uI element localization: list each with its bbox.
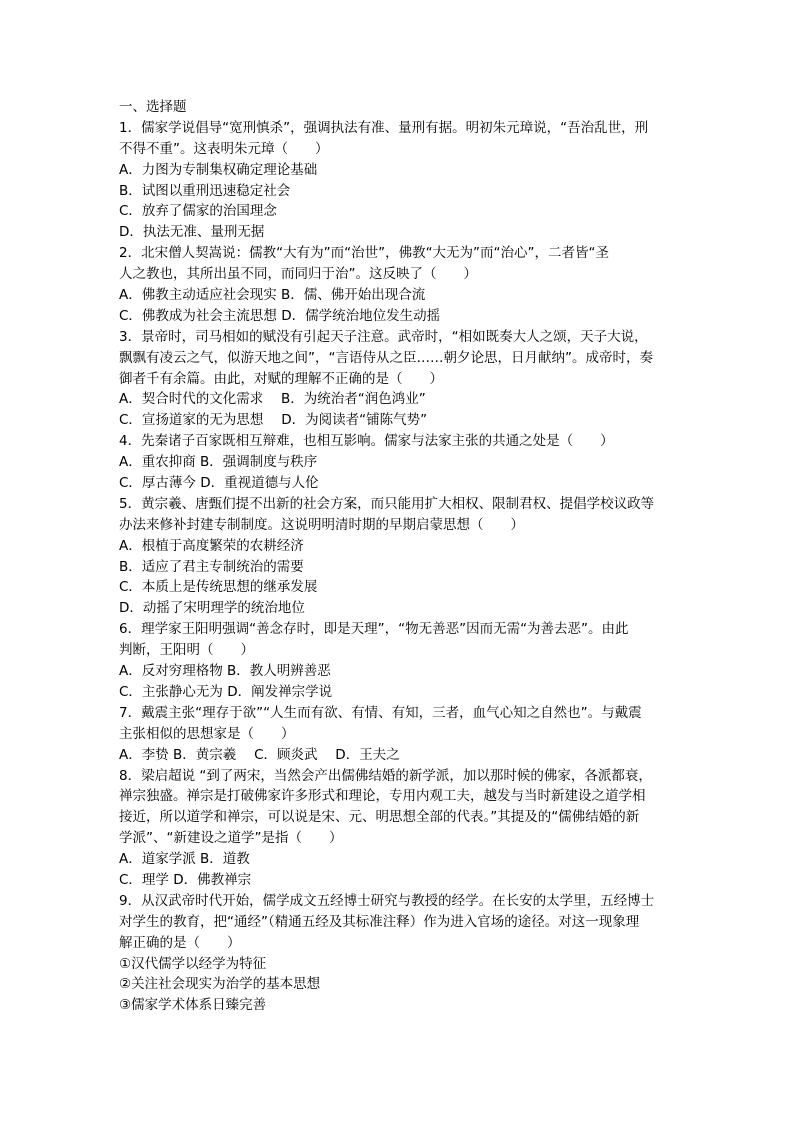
question-2 — [119, 243, 679, 327]
question-stem: 学派”、“新建设之道学”是指（ ） — [119, 830, 343, 847]
question-stem: 解正确的是（ ） — [119, 934, 241, 951]
question-7 — [119, 703, 679, 766]
question-stem: 8．梁启超说 “到了两宋，当然会产出儒佛结婚的新学派，加以那时候的佛家，各派都衰， — [119, 767, 652, 784]
question-stem: 主张相似的思想家是（ ） — [119, 725, 295, 742]
option: ①汉代儒学以经学为特征 — [119, 955, 267, 972]
question-stem: 不得不重”。这表明朱元璋（ ） — [119, 140, 329, 157]
option: C．厚古薄今 D．重视道德与人伦 — [119, 475, 319, 492]
question-stem: 御者千有余篇。由此，对赋的理解不正确的是（ ） — [119, 370, 443, 387]
option: B．适应了君主专制统治的需要 — [119, 558, 304, 575]
question-8 — [119, 766, 679, 891]
question-stem: 5．黄宗羲、唐甄们提不出新的社会方案，而只能用扩大相权、限制君权、提倡学校议政等 — [119, 495, 655, 512]
option: C．佛教成为社会主流思想 D．儒学统治地位发生动摇 — [119, 307, 441, 324]
option: A．佛教主动适应社会现实 B．儒、佛开始出现合流 — [119, 287, 426, 304]
option: D．执法无准、量刑无据 — [119, 224, 265, 241]
question-stem: 对学生的教育，把“通经”（精通五经及其标准注释）作为进入官场的途径。对这一现象理 — [119, 913, 640, 930]
question-6 — [119, 619, 679, 703]
option: ③儒家学术体系日臻完善 — [119, 997, 267, 1014]
option: A．李贽 B．黄宗羲 C．顾炎武 D．王夫之 — [119, 746, 400, 763]
option: D．动摇了宋明理学的统治地位 — [119, 600, 305, 617]
document-page — [119, 97, 679, 1016]
question-stem: 飘飘有凌云之气，似游天地之间”，“言语侍从之臣……朝夕论思，日月献纳”。成帝时，奏 — [119, 349, 653, 366]
question-stem: 接近，所以道学和禅宗，可以说是宋、元、明思想全部的代表。”其提及的“儒佛结婚的新 — [119, 809, 640, 826]
option: C．理学 D．佛教禅宗 — [119, 871, 252, 888]
question-stem: 4．先秦诸子百家既相互辩难，也相互影响。儒家与法家主张的共通之处是（ ） — [119, 433, 614, 450]
question-9 — [119, 891, 679, 1016]
option: C．主张静心无为 D．阐发禅宗学说 — [119, 683, 333, 700]
option: A．重农抑商 B．强调制度与秩序 — [119, 454, 318, 471]
option: C．放弃了儒家的治国理念 — [119, 203, 277, 220]
question-stem: 判断，王阳明（ ） — [119, 642, 254, 659]
question-stem: 办法来修补封建专制制度。这说明明清时期的早期启蒙思想（ ） — [119, 516, 524, 533]
question-stem: 人之教也，其所出虽不同，而同归于治”。这反映了（ ） — [119, 266, 477, 283]
question-1 — [119, 118, 679, 243]
option: ②关注社会现实为治学的基本思想 — [119, 976, 321, 993]
option: C．本质上是传统思想的继承发展 — [119, 579, 318, 596]
question-stem: 6．理学家王阳明强调“善念存时，即是天理”，“物无善恶”因而无需“为善去恶”。由此 — [119, 621, 629, 638]
option: C．宣扬道家的无为思想 D．为阅读者“铺陈气势” — [119, 412, 428, 429]
question-stem: 1．儒家学说倡导“宽刑慎杀”，强调执法有准、量刑有据。明初朱元璋说，“吾治乱世，刑 — [119, 119, 649, 136]
option: A．道家学派 B．道教 — [119, 851, 250, 868]
question-stem: 9．从汉武帝时代开始，儒学成文五经博士研究与教授的经学。在长安的太学里，五经博士 — [119, 892, 655, 909]
option: A．反对穷理格物 B．教人明辨善恶 — [119, 663, 331, 680]
question-stem: 禅宗独盛。禅宗是打破佛家许多形式和理论，专用内观工夫，越发与当时新建设之道学相 — [119, 788, 646, 805]
question-stem: 2．北宋僧人契嵩说：儒教“大有为”而“治世”，佛教“大无为”而“治心”，二者皆“圣 — [119, 245, 610, 262]
option: B．试图以重刑迅速稳定社会 — [119, 182, 291, 199]
question-stem: 3．景帝时，司马相如的赋没有引起天子注意。武帝时，“相如既奏大人之颂，天子大说， — [119, 328, 648, 345]
question-3 — [119, 327, 679, 431]
section-title: 一、选择题 — [119, 99, 187, 115]
option: A．根植于高度繁荣的农耕经济 — [119, 537, 304, 554]
question-5 — [119, 494, 679, 619]
option: A．力图为专制集权确定理论基础 — [119, 161, 318, 178]
option: A．契合时代的文化需求 B．为统治者“润色鸿业” — [119, 391, 426, 408]
question-4 — [119, 431, 679, 494]
question-stem: 7．戴震主张“理存于欲”“人生而有欲、有情、有知，三者，血气心知之自然也”。与戴震 — [119, 704, 642, 721]
